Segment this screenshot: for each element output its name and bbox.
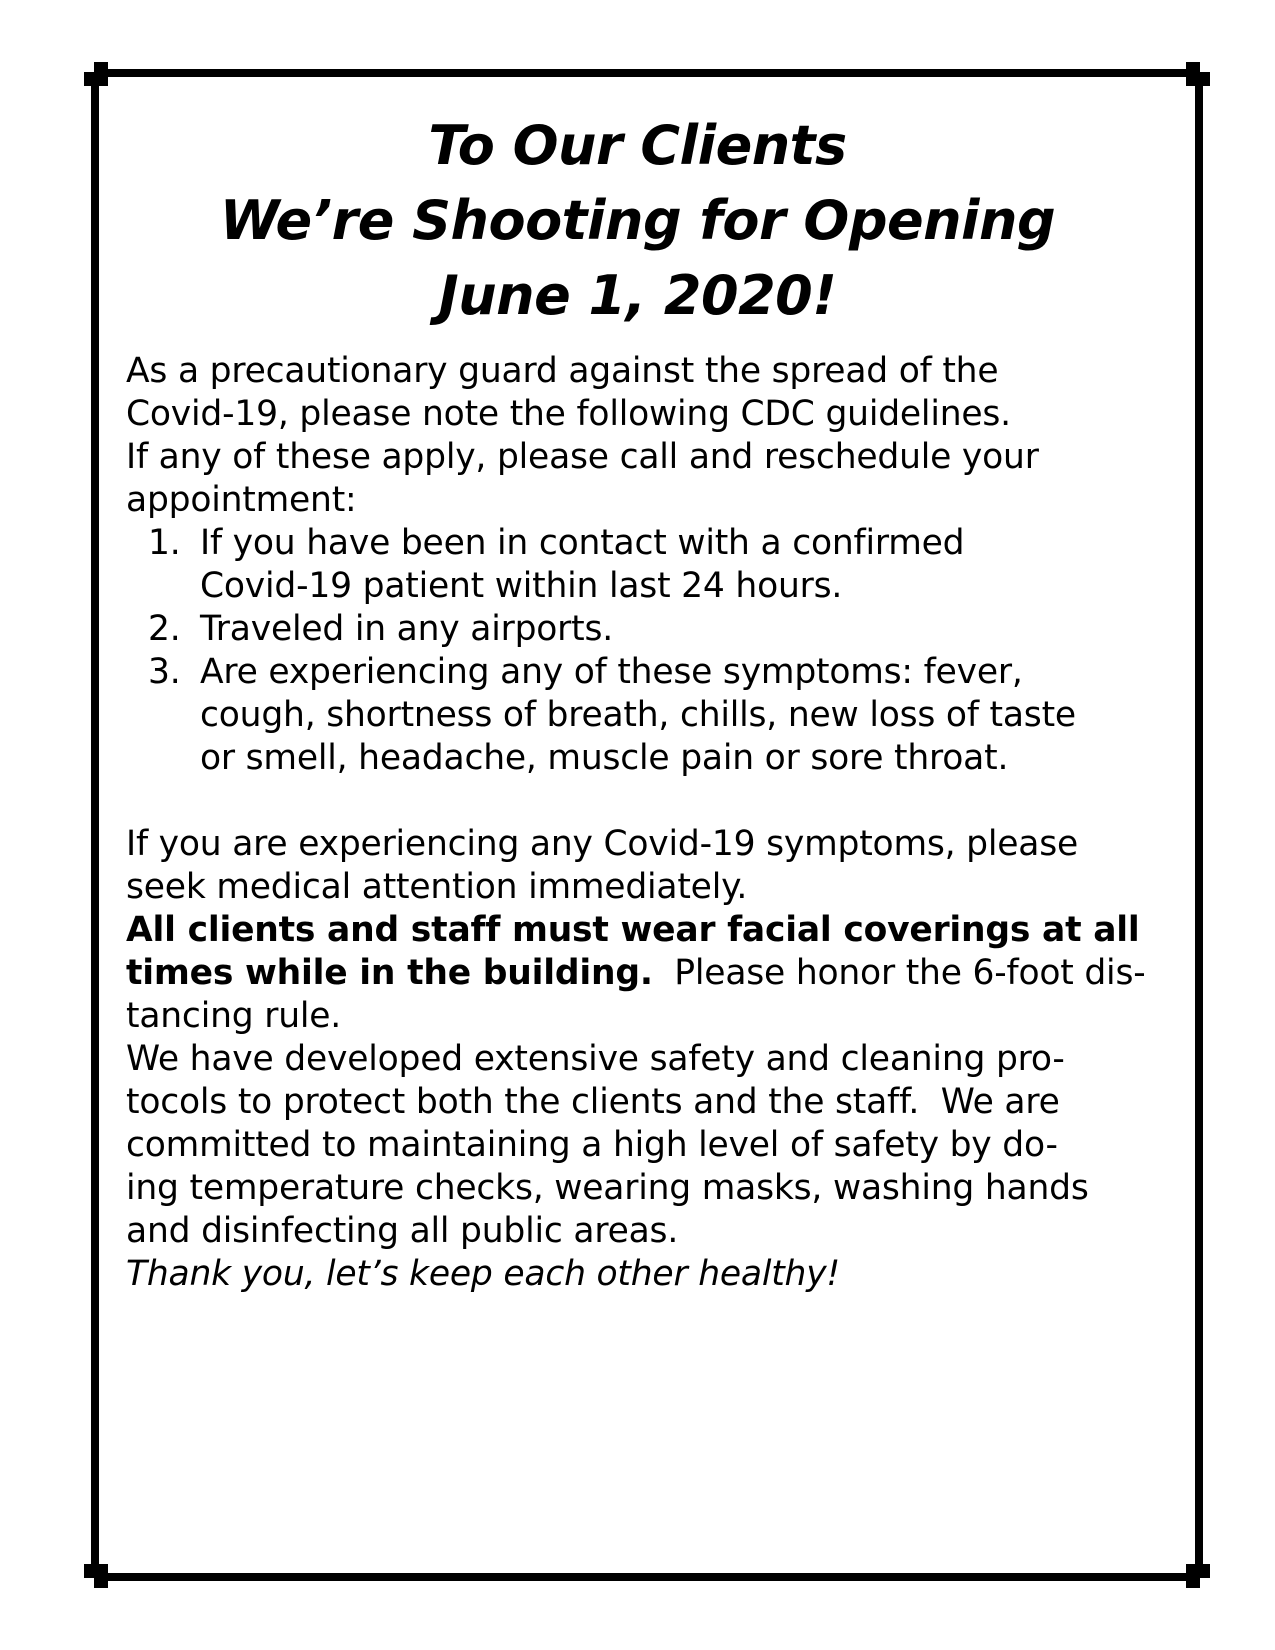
symptoms-line: If you are experiencing any Covid-19 symptoms, please: [126, 824, 1079, 864]
list-item-line: If you have been in contact with a confirmed: [200, 523, 965, 563]
title-line-1: To Our Clients: [428, 114, 847, 177]
symptoms-paragraph: [126, 823, 1136, 909]
coverings-line: tancing rule.: [126, 996, 342, 1036]
frame-corner-bottom-right: [1186, 1564, 1210, 1588]
intro-line: appointment:: [126, 480, 357, 520]
intro-paragraph: [126, 350, 1136, 522]
intro-line: As a precautionary guard against the spread of the: [126, 351, 999, 391]
notice-title: [120, 108, 1155, 333]
protocols-line: committed to maintaining a high level of safety by do-: [126, 1125, 1058, 1165]
intro-line: If any of these apply, please call and reschedule your: [126, 437, 1039, 477]
list-item-line: Covid-19 patient within last 24 hours.: [200, 566, 843, 606]
coverings-bold-text: times while in the building.: [126, 953, 653, 993]
list-item: [126, 522, 1136, 608]
list-item-number: 1.: [148, 523, 181, 563]
coverings-bold-line: All clients and staff must wear facial coverings at all: [126, 910, 1140, 950]
notice-body: [126, 350, 1146, 1296]
coverings-regular-text: Please honor the 6-foot dis-: [652, 953, 1146, 993]
list-item-number: 2.: [148, 609, 181, 649]
list-item-line: or smell, headache, muscle pain or sore throat.: [200, 738, 1009, 778]
guidelines-list: [126, 522, 1136, 780]
frame-corner-top-left: [84, 62, 108, 86]
frame-corner-bottom-left: [84, 1564, 108, 1588]
protocols-line: and disinfecting all public areas.: [126, 1211, 679, 1251]
coverings-paragraph: [126, 909, 1146, 1038]
coverings-mixed-line: [126, 952, 1146, 995]
protocols-line: tocols to protect both the clients and the staff. We are: [126, 1082, 1060, 1122]
intro-line: Covid-19, please note the following CDC guidelines.: [126, 394, 1011, 434]
list-item: [126, 651, 1136, 780]
protocols-line: We have developed extensive safety and cleaning pro-: [126, 1039, 1065, 1079]
closing-line: Thank you, let’s keep each other healthy!: [126, 1254, 841, 1294]
list-item-line: cough, shortness of breath, chills, new loss of taste: [200, 695, 1076, 735]
protocols-line: ing temperature checks, wearing masks, washing hands: [126, 1168, 1089, 1208]
list-item-line: Traveled in any airports.: [200, 609, 614, 649]
title-line-3: June 1, 2020!: [438, 264, 837, 327]
title-line-2: We’re Shooting for Opening: [219, 189, 1056, 252]
list-item-line: Are experiencing any of these symptoms: fever,: [200, 652, 1023, 692]
list-item-number: 3.: [148, 652, 181, 692]
protocols-paragraph: [126, 1038, 1136, 1253]
symptoms-line: seek medical attention immediately.: [126, 867, 748, 907]
frame-corner-top-right: [1186, 62, 1210, 86]
list-item: [126, 608, 1136, 651]
